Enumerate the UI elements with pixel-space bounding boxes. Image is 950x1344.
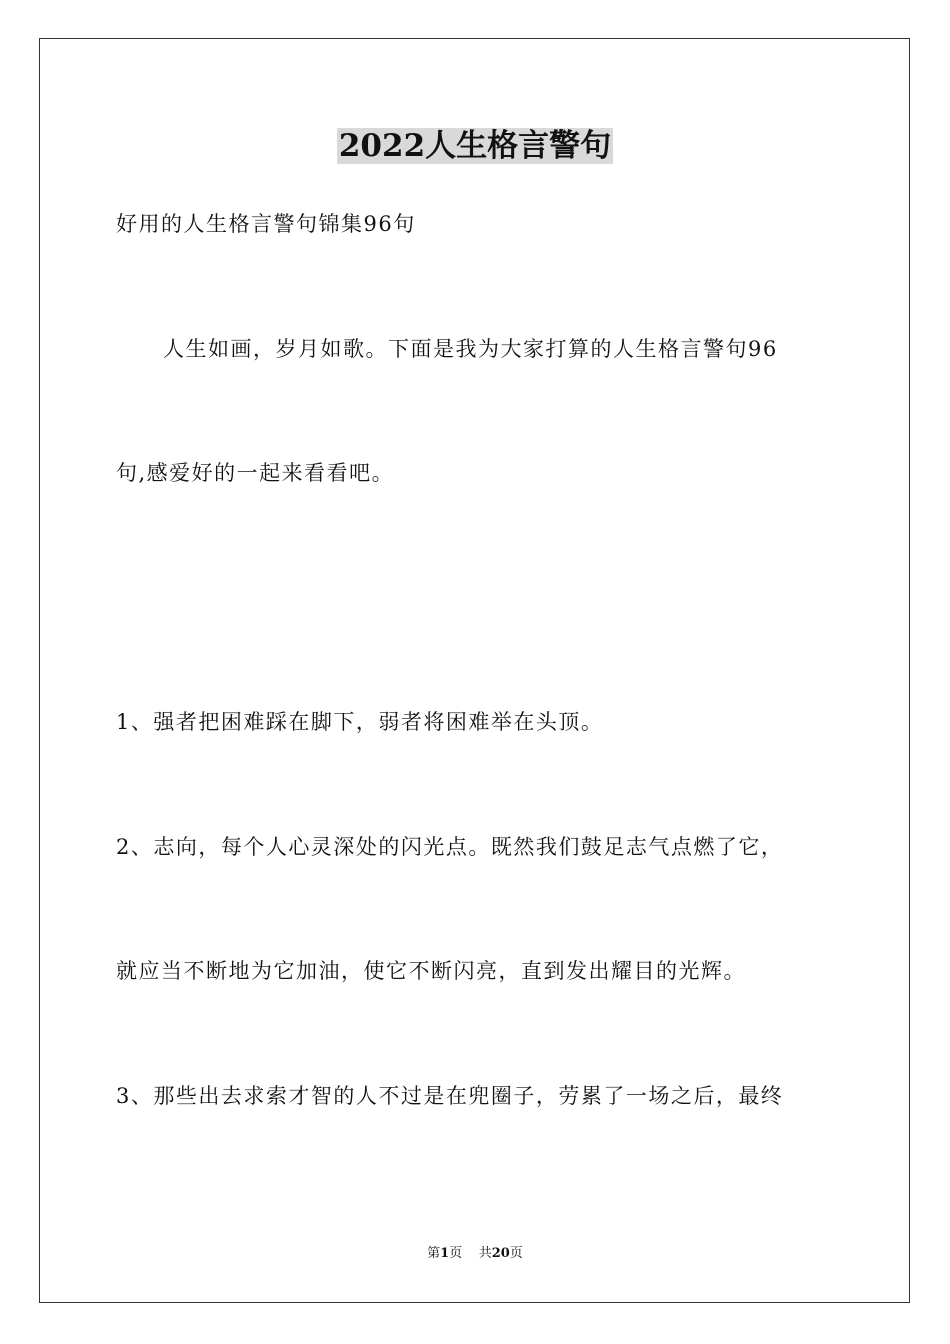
document-subtitle: 好用的人生格言警句锦集96句	[116, 212, 416, 236]
footer-total-unit: 页	[509, 1246, 523, 1261]
footer-page-total: 20	[491, 1246, 510, 1261]
page-footer	[0, 1245, 950, 1263]
list-item-1: 1、强者把困难踩在脚下，弱者将困难举在头顶。	[116, 710, 604, 734]
footer-total-prefix: 共	[478, 1246, 492, 1261]
intro-line-1: 人生如画，岁月如歌。下面是我为大家打算的人生格言警句96	[163, 337, 778, 361]
footer-page-unit: 页	[449, 1246, 463, 1261]
document-title-text: 2022人生格言警句	[338, 128, 612, 164]
list-item-2-line-2: 就应当不断地为它加油，使它不断闪亮，直到发出耀目的光辉。	[116, 959, 746, 983]
footer-page-current: 1	[440, 1246, 450, 1261]
list-item-2-line-1: 2、志向，每个人心灵深处的闪光点。既然我们鼓足志气点燃了它，	[116, 835, 784, 859]
document-title	[0, 126, 950, 166]
footer-page-prefix: 第	[427, 1246, 441, 1261]
list-item-3-line-1: 3、那些出去求索才智的人不过是在兜圈子，劳累了一场之后，最终	[116, 1084, 784, 1108]
intro-line-2: 句,感爱好的一起来看看吧。	[116, 461, 395, 485]
